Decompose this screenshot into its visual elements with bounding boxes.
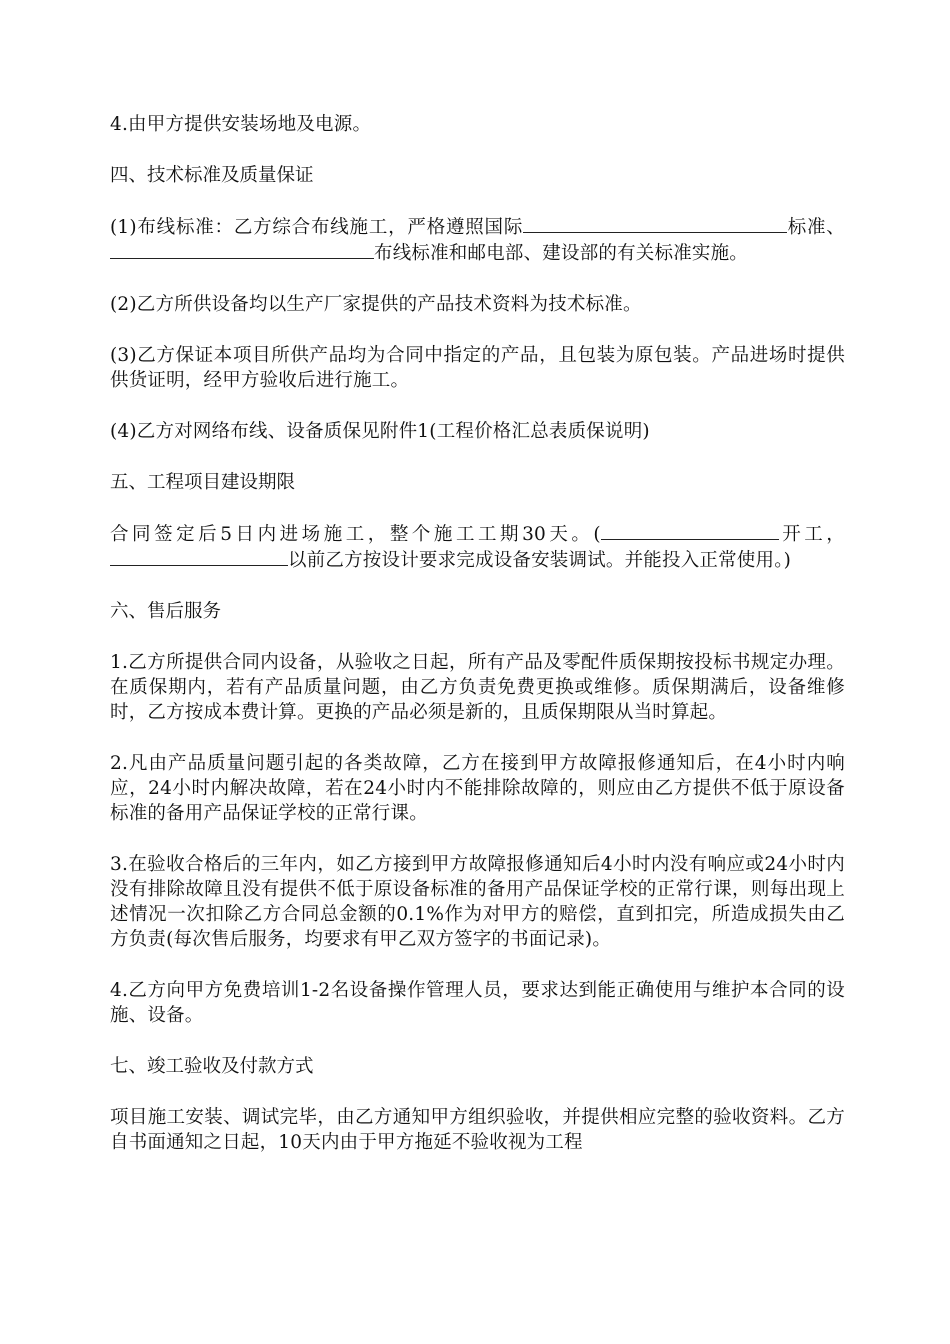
fill-blank-international-standard[interactable] [523, 214, 763, 233]
service-1-paragraph: 1.乙方所提供合同内设备，从验收之日起，所有产品及零配件质保期按投标书规定办理。在质保期内，若有产品质量问题，由乙方负责免费更换或维修。质保期满后，设备维修时，乙方按成本费计算。更换的产品必须是新的，且质保期限从当时算起。 [110, 652, 845, 723]
standard-4-paragraph: (4)乙方对网络布线、设备质保见附件1(工程价格汇总表质保说明) [110, 421, 650, 442]
section-4-heading: 四、技术标准及质量保证 [110, 165, 314, 186]
fill-blank-cabling-standard[interactable] [110, 240, 374, 259]
fill-blank-international-standard-cont[interactable] [763, 214, 787, 233]
period-text-a: 合同签定后5日内进场施工，整个施工工期30天。( [110, 524, 601, 545]
standard-1-paragraph [110, 214, 845, 266]
standard-1-text-c: 布线标准和邮电部、建设部的有关标准实施。 [374, 243, 749, 264]
period-paragraph [110, 521, 845, 573]
service-4-paragraph: 4.乙方向甲方免费培训1-2名设备操作管理人员，要求达到能正确使用与维护本合同的设施、设备。 [110, 980, 845, 1026]
section-5-heading: 五、工程项目建设期限 [110, 472, 296, 493]
service-2-paragraph: 2.凡由产品质量问题引起的各类故障，乙方在接到甲方故障报修通知后，在4小时内响应，24小时内解决故障，若在24小时内不能排除故障的，则应由乙方提供不低于原设备标准的备用产品保证学校的正常行课。 [110, 753, 845, 824]
period-text-b: 开工， [778, 524, 845, 545]
standard-1-text-b: 标准、 [787, 217, 846, 238]
period-text-c: 以前乙方按设计要求完成设备安装调试。并能投入正常使用。) [288, 550, 792, 571]
document-page [110, 112, 845, 1181]
fill-blank-start-date[interactable] [601, 521, 779, 540]
standard-2-paragraph: (2)乙方所供设备均以生产厂家提供的产品技术资料为技术标准。 [110, 294, 642, 315]
fill-blank-completion-date[interactable] [110, 547, 288, 566]
item-4-site-paragraph: 4.由甲方提供安装场地及电源。 [110, 114, 372, 135]
section-6-heading: 六、售后服务 [110, 601, 222, 622]
service-3-paragraph: 3.在验收合格后的三年内，如乙方接到甲方故障报修通知后4小时内没有响应或24小时内没有排除故障且没有提供不低于原设备标准的备用产品保证学校的正常行课，则每出现上述情况一次扣除乙方合同总金额的0.1%作为对甲方的赔偿，直到扣完，所造成损失由乙方负责(每次售后服务，均要求有甲乙双方签字的书面记录)。 [110, 854, 845, 950]
standard-3-paragraph: (3)乙方保证本项目所供产品均为合同中指定的产品，且包装为原包装。产品进场时提供供货证明，经甲方验收后进行施工。 [110, 345, 845, 391]
section-7-heading: 七、竣工验收及付款方式 [110, 1056, 314, 1077]
acceptance-paragraph: 项目施工安装、调试完毕，由乙方通知甲方组织验收，并提供相应完整的验收资料。乙方自书面通知之日起，10天内由于甲方拖延不验收视为工程 [110, 1107, 845, 1153]
standard-1-text-a: (1)布线标准：乙方综合布线施工，严格遵照国际 [110, 217, 524, 238]
